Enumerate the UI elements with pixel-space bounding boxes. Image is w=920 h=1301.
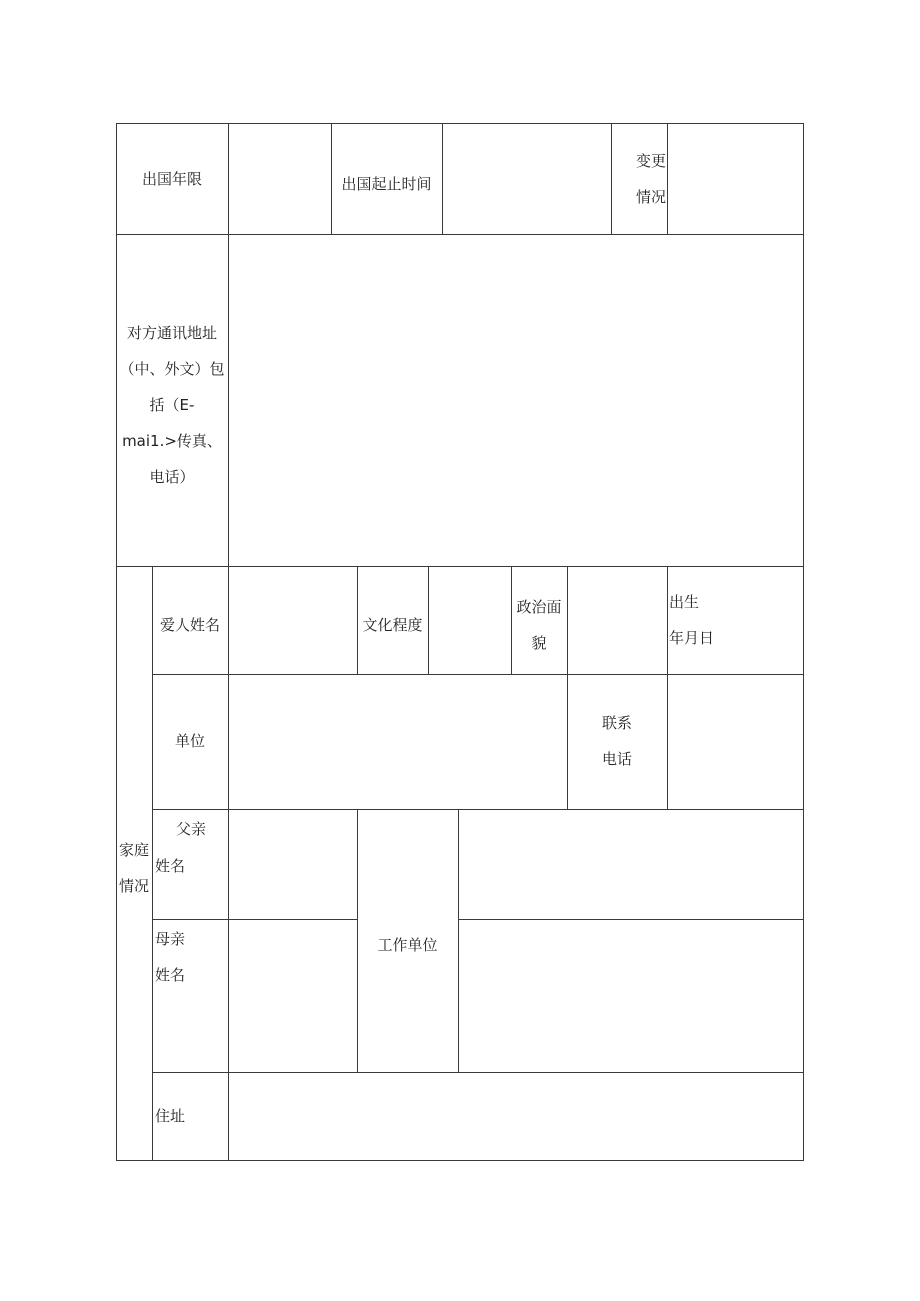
employer-label: 单位 (174, 732, 205, 750)
birth-date-label-line2: 年月日 (669, 629, 715, 647)
abroad-period-field[interactable] (443, 124, 611, 234)
contact-phone-field[interactable] (668, 675, 803, 809)
address-field[interactable] (229, 235, 803, 566)
education-label: 文化程度 (362, 616, 423, 634)
political-status-label-line2: 貌 (531, 634, 547, 652)
contact-phone-label-line1: 联系 (601, 714, 632, 732)
address-label-line1: 对方通讯地址 (126, 324, 217, 342)
family-section-label-line1: 家庭 (119, 841, 150, 859)
employer-field[interactable] (229, 675, 567, 809)
education-field[interactable] (429, 567, 511, 674)
change-status-label-line2: 情况 (636, 188, 667, 206)
address-label-line2: （中、外文）包 (119, 360, 225, 378)
abroad-period-label: 出国起止时间 (341, 175, 432, 193)
address-label-line5: 电话） (149, 468, 195, 486)
political-status-label-line1: 政治面 (516, 598, 562, 616)
spouse-name-field[interactable] (229, 567, 357, 674)
change-status-field[interactable] (668, 124, 803, 234)
birth-date-label-line1: 出生 (669, 593, 700, 611)
workplace-label: 工作单位 (377, 936, 438, 954)
father-name-field[interactable] (229, 810, 357, 919)
family-section-label-line2: 情况 (119, 877, 150, 895)
address-label-line4: mai1.>传真、 (122, 432, 222, 450)
address-label-line3: 括（E- (149, 396, 195, 414)
father-workplace-field[interactable] (459, 810, 803, 919)
residence-field[interactable] (229, 1073, 803, 1160)
years-abroad-label: 出国年限 (141, 170, 202, 188)
residence-label: 住址 (155, 1107, 186, 1125)
mother-name-label-line1: 母亲 (155, 930, 186, 948)
contact-phone-label-line2: 电话 (601, 750, 632, 768)
spouse-name-label: 爱人姓名 (159, 616, 220, 634)
years-abroad-field[interactable] (229, 124, 331, 234)
father-name-label-line2: 姓名 (155, 857, 186, 875)
mother-name-field[interactable] (229, 920, 357, 1072)
political-status-field[interactable] (568, 567, 667, 674)
change-status-label-line1: 变更 (636, 152, 667, 170)
mother-name-label-line2: 姓名 (155, 966, 186, 984)
mother-workplace-field[interactable] (459, 920, 803, 1072)
father-name-label-line1: 父亲 (176, 820, 207, 838)
